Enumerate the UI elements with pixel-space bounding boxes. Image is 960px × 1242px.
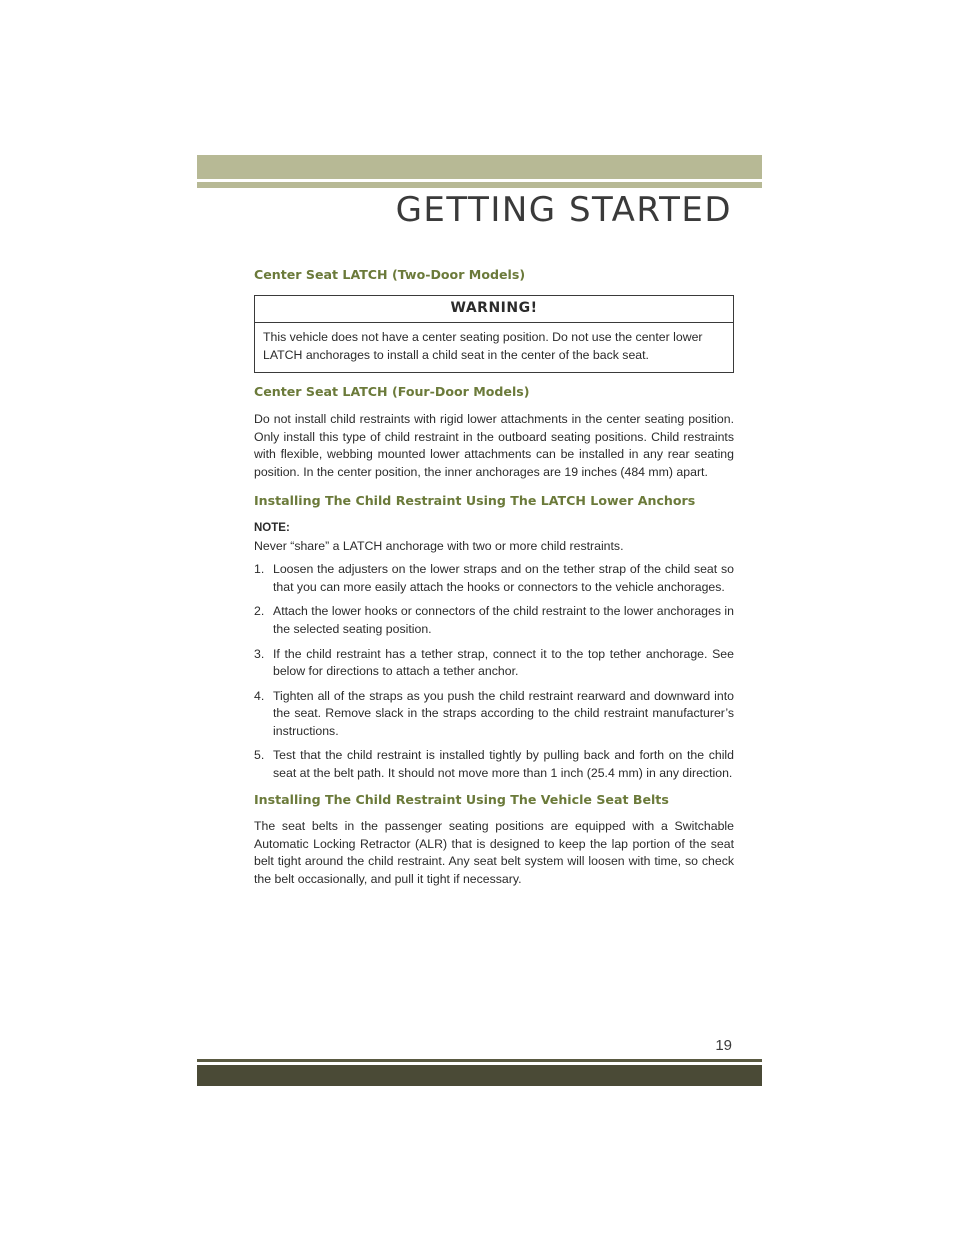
step-number: 3. <box>254 646 265 661</box>
step-text: Loosen the adjusters on the lower straps and on the tether strap of the child seat so that you can more easily attach the hooks or connectors to the vehicle anchorages. <box>273 562 734 594</box>
heading-center-four-door: Center Seat LATCH (Four-Door Models) <box>254 384 530 400</box>
heading-latch-install: Installing The Child Restraint Using The LATCH Lower Anchors <box>254 493 696 509</box>
step-number: 2. <box>254 604 265 619</box>
paragraph-seatbelt-install: The seat belts in the passenger seating positions are equipped with a Switchable Automatic Locking Retractor (ALR) that is designed to keep the lap portion of the seat belt tight around the child restraint. Any seat belt system will loosen with time, so check the belt occasionally, and pull it tight if necessary. <box>254 819 734 887</box>
step-text: Attach the lower hooks or connectors of the child restraint to the lower anchorages in the selected seating position. <box>273 604 734 636</box>
step-text: Tighten all of the straps as you push the child restraint rearward and downward into the seat. Remove slack in the straps according to the child restraint manufacturer’s instructions. <box>273 688 734 738</box>
footer-band <box>197 1065 762 1086</box>
step-text: If the child restraint has a tether strap, connect it to the top tether anchorage. See below for directions to attach a tether anchor. <box>273 646 734 679</box>
step-number: 1. <box>254 562 265 577</box>
step-number: 4. <box>254 688 265 703</box>
list-item <box>254 646 734 681</box>
section-title: GETTING STARTED <box>395 190 732 230</box>
step-number: 5. <box>254 748 265 763</box>
header-band <box>197 155 762 179</box>
footer-rule <box>197 1059 762 1062</box>
warning-box <box>254 295 734 374</box>
page-number: 19 <box>715 1037 732 1054</box>
note-label: NOTE: <box>254 521 290 534</box>
header-rule <box>197 182 762 188</box>
page-content <box>254 266 734 889</box>
warning-text: This vehicle does not have a center seating position. Do not use the center lower LATCH anchorages to install a child seat in the center of the back seat. <box>263 330 703 362</box>
note-text: Never “share” a LATCH anchorage with two or more child restraints. <box>254 538 624 553</box>
paragraph-center-four-door: Do not install child restraints with rigid lower attachments in the center seating position. Only install this type of child restraint in the outboard seating positions. Child restraints with flexible, webbing mounted lower attachments can be installed in any rear seating position. In the center position, the inner anchorages are 19 inches (484 mm) apart. <box>254 411 734 479</box>
list-item <box>254 688 734 741</box>
list-item <box>254 603 734 638</box>
heading-center-two-door: Center Seat LATCH (Two-Door Models) <box>254 267 526 282</box>
list-item <box>254 747 734 782</box>
list-item <box>254 561 734 596</box>
step-text: Test that the child restraint is installed tightly by pulling back and forth on the child seat at the belt path. It should not move more than 1 inch (25.4 mm) in any direction. <box>273 748 734 781</box>
latch-steps-list <box>254 561 734 783</box>
warning-title: WARNING! <box>255 296 733 324</box>
heading-seatbelt-install: Installing The Child Restraint Using The Vehicle Seat Belts <box>254 791 669 807</box>
